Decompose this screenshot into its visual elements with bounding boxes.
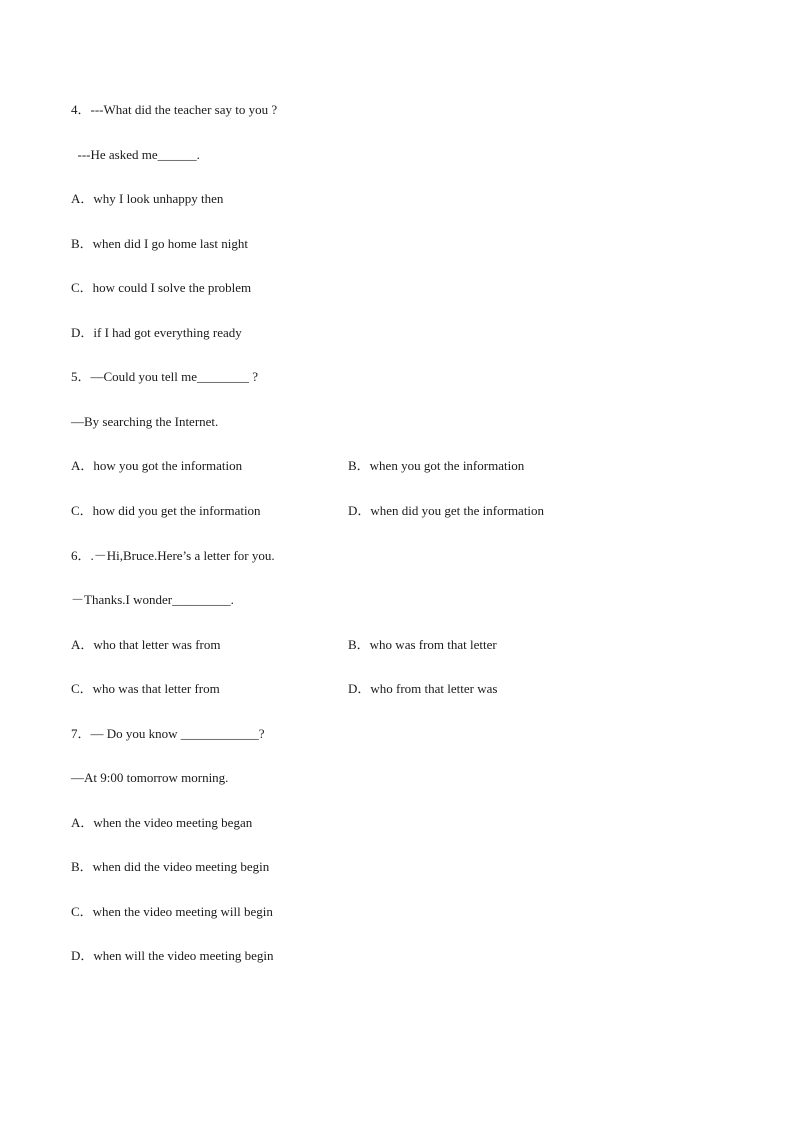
question-4-option-d: D．if I had got everything ready [71, 325, 242, 340]
question-4-stem: 4．---What did the teacher say to you ? [71, 102, 278, 117]
question-5-option-a: A．how you got the information [71, 458, 243, 473]
question-6-option-d: D．who from that letter was [348, 681, 498, 696]
question-5-option-c: C．how did you get the information [71, 503, 261, 518]
question-7-option-c: C．when the video meeting will begin [71, 904, 273, 919]
question-7-option-b: B．when did the video meeting begin [71, 859, 270, 874]
question-5-option-b: B．when you got the information [348, 458, 525, 473]
question-6-answer-line: －Thanks.I wonder_________. [71, 592, 234, 607]
question-7-option-a: A．when the video meeting began [71, 815, 253, 830]
question-4-answer-line: ---He asked me______. [71, 147, 200, 162]
question-5-option-d: D．when did you get the information [348, 503, 545, 518]
question-4-option-b: B．when did I go home last night [71, 236, 248, 251]
question-6-stem: 6．.－Hi,Bruce.Here’s a letter for you. [71, 548, 275, 563]
question-7-option-d: D．when will the video meeting begin [71, 948, 274, 963]
question-6-option-a: A．who that letter was from [71, 637, 221, 652]
question-6-option-b: B．who was from that letter [348, 637, 497, 652]
question-4-option-a: A．why I look unhappy then [71, 191, 224, 206]
question-7-stem: 7．— Do you know ____________? [71, 726, 265, 741]
question-5-answer-line: —By searching the Internet. [71, 414, 219, 429]
question-4-option-c: C．how could I solve the problem [71, 280, 252, 295]
question-6-option-c: C．who was that letter from [71, 681, 220, 696]
question-5-stem: 5．—Could you tell me________ ? [71, 369, 259, 384]
question-7-answer-line: —At 9:00 tomorrow morning. [71, 770, 229, 785]
